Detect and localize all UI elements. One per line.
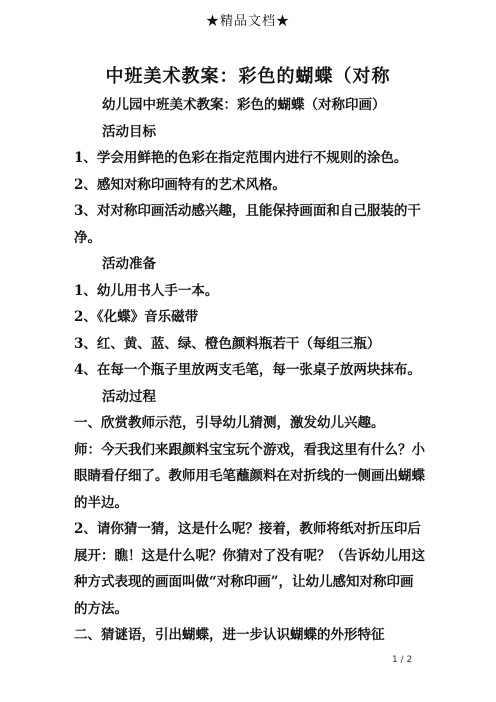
prep-item: 3、红、黄、蓝、绿、橙色颜料瓶若干（每组三瓶） — [74, 335, 381, 352]
paragraph-line: 展开：瞧！这是什么呢？你猜对了没有呢？（告诉幼儿用这 — [74, 547, 425, 564]
goal-item-continued: 净。 — [74, 229, 101, 246]
goal-item: 1、学会用鲜艳的色彩在指定范围内进行不规则的涂色。 — [74, 150, 408, 166]
page-header: ★精品文档★ — [205, 14, 290, 29]
paragraph-line: 的方法。 — [74, 600, 128, 617]
goal-item: 2、感知对称印画特有的艺术风格。 — [74, 176, 286, 193]
prep-item: 4、在每一个瓶子里放两支毛笔，每一张桌子放两块抹布。 — [74, 362, 421, 378]
paragraph-line: 眼睛看仔细了。教师用毛笔蘸颜料在对折线的一侧画出蝴蝶 — [74, 468, 425, 484]
section-heading-preparation: 活动准备 — [102, 256, 156, 272]
section-heading-goals: 活动目标 — [102, 123, 156, 140]
section-heading-process: 活动过程 — [102, 388, 156, 405]
paragraph-line: 的半边。 — [74, 494, 128, 511]
page-number: 1 / 2 — [392, 655, 413, 665]
paragraph-line: 师：今天我们来跟颜料宝宝玩个游戏，看我这里有什么？小 — [74, 441, 425, 458]
paragraph-line: 种方式表现的画面叫做“对称印画”，让幼儿感知对称印画 — [74, 574, 414, 590]
prep-item: 1、幼儿用书人手一本。 — [74, 282, 219, 299]
prep-item: 2、《化蝶》音乐磁带 — [74, 309, 199, 325]
document-title: 中班美术教案：彩色的蝴蝶（对称 — [105, 66, 391, 87]
subtitle-line: 幼儿园中班美术教案：彩色的蝴蝶（对称印画） — [102, 97, 386, 113]
goal-item: 3、对对称印画活动感兴趣，且能保持画面和自己服装的干 — [74, 203, 421, 219]
process-step: 2、请你猜一猜，这是什么呢？接着，教师将纸对折压印后 — [74, 521, 421, 537]
document-body — [74, 92, 430, 649]
process-step: 一、欣赏教师示范，引导幼儿猜测，激发幼儿兴趣。 — [74, 415, 385, 431]
process-step: 二、猜谜语，引出蝴蝶，进一步认识蝴蝶的外形特征 — [74, 627, 385, 643]
